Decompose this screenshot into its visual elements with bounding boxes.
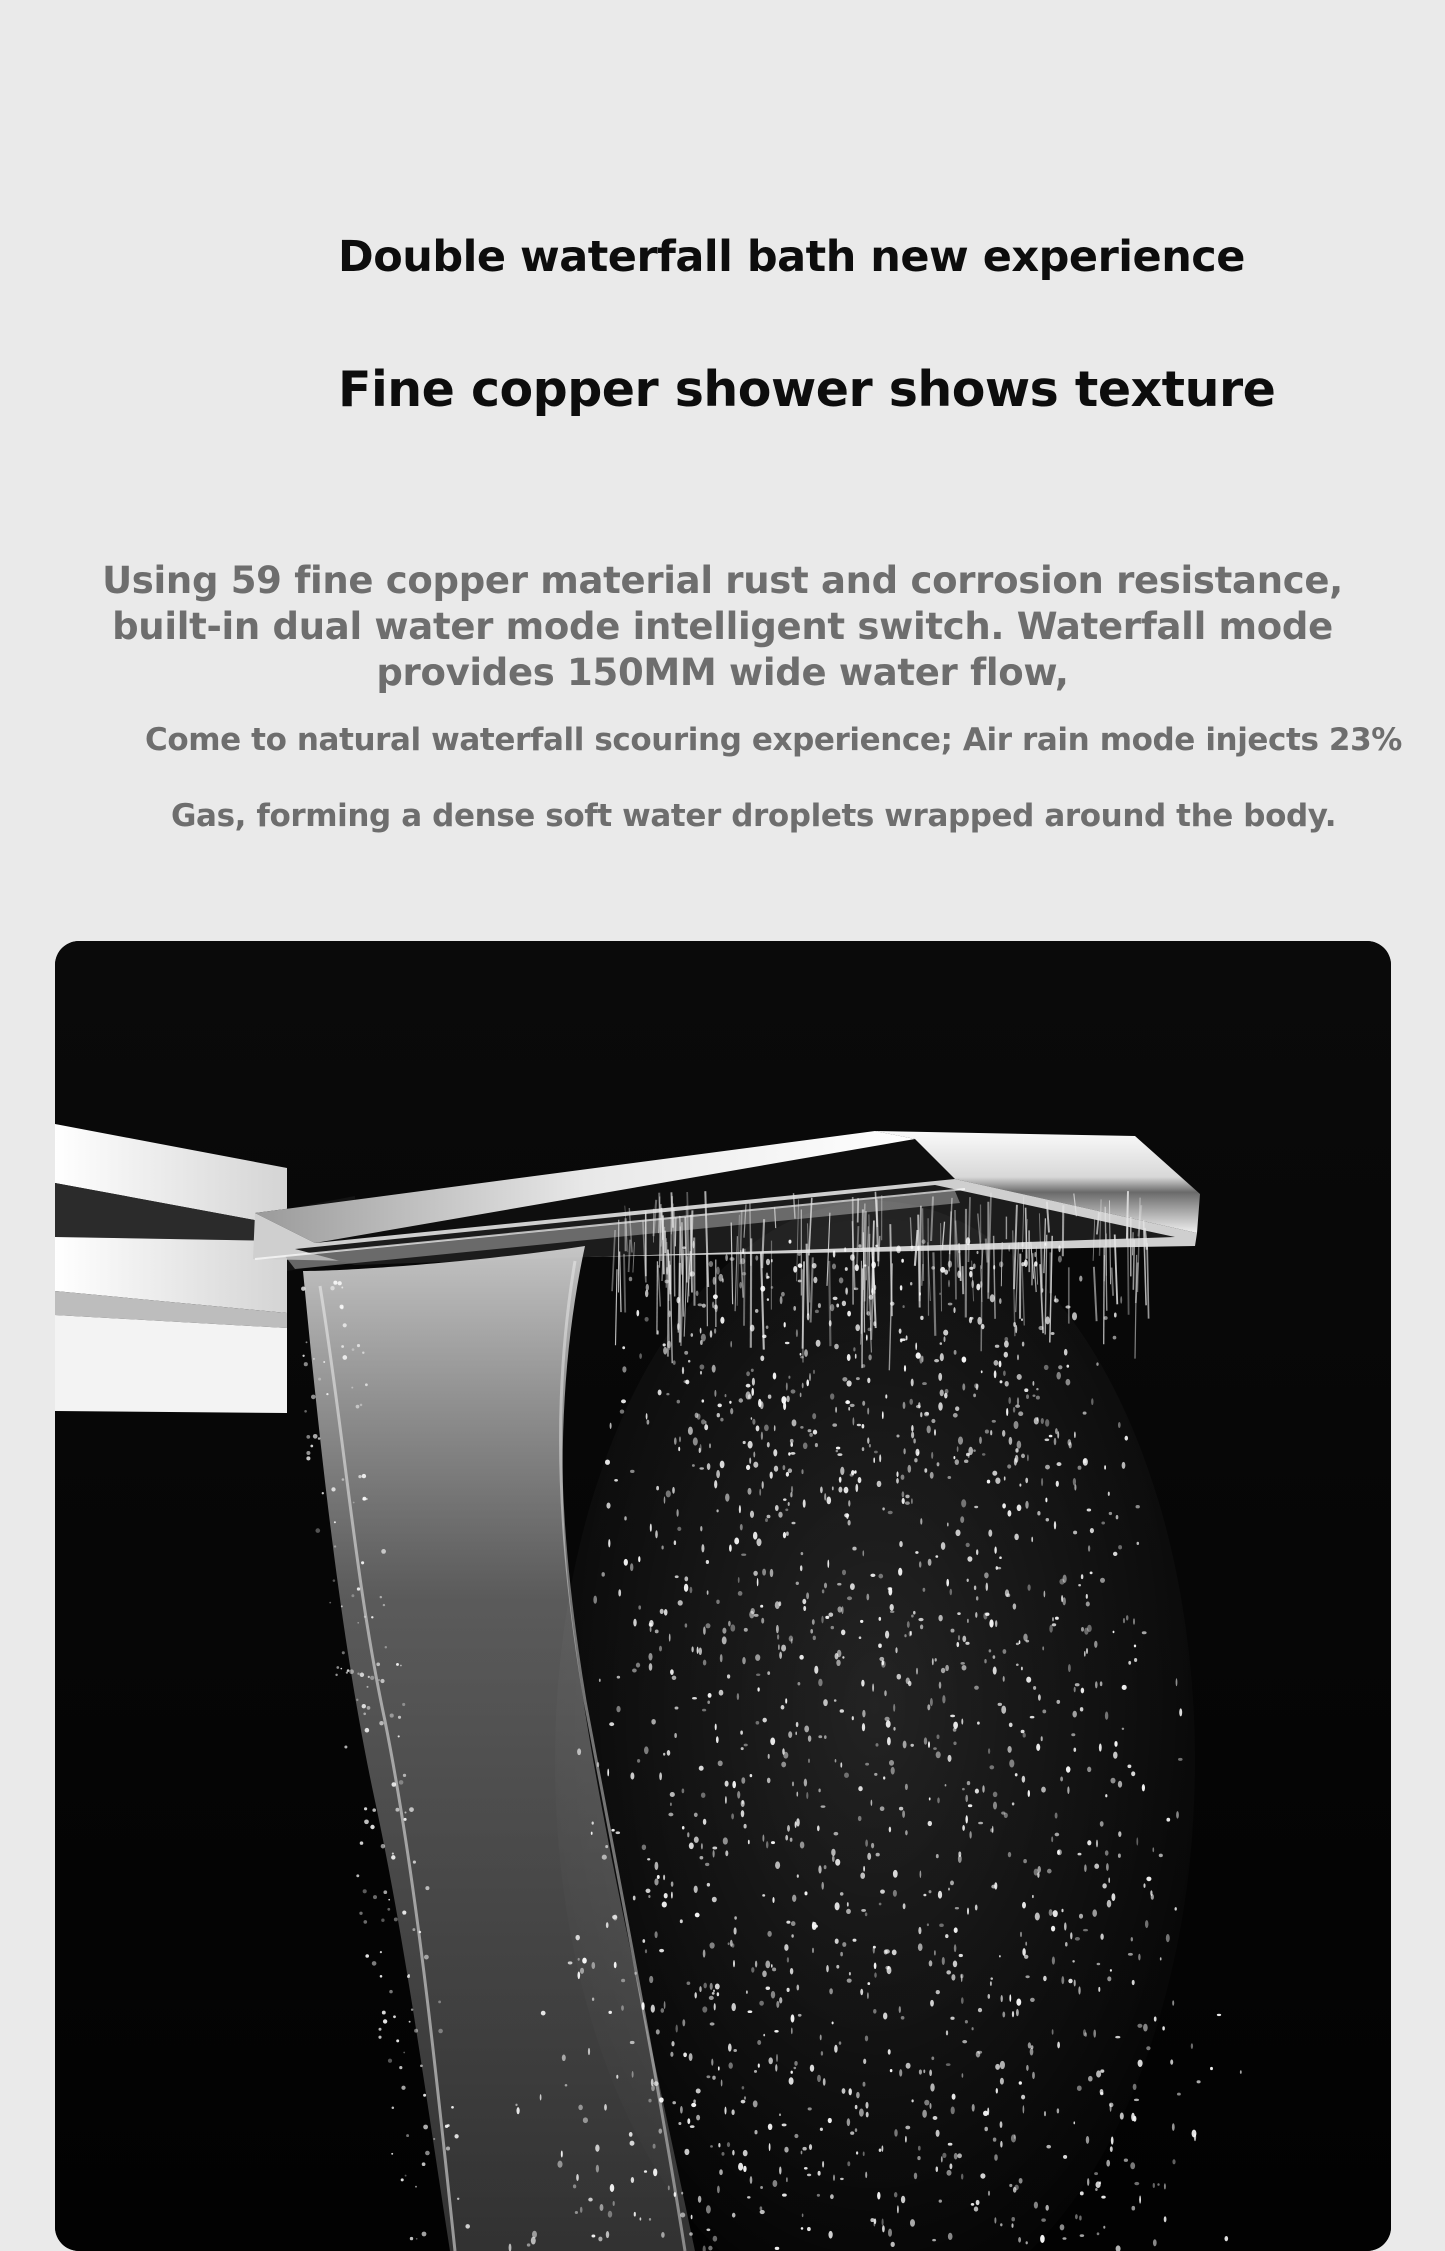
description-line-2: Come to natural waterfall scouring experience; Air rain mode injects 23% — [145, 722, 1402, 758]
shower-head-illustration — [55, 941, 1391, 2251]
product-photo — [55, 941, 1391, 2251]
headline-title: Double waterfall bath new experience — [338, 232, 1245, 282]
description-paragraph: Using 59 fine copper material rust and corrosion resistance, built-in dual water mode intelligent switch. Waterfall mode provides 150MM wide water flow, — [80, 558, 1365, 696]
description-line-3: Gas, forming a dense soft water droplets wrapped around the body. — [171, 798, 1336, 834]
headline-subtitle: Fine copper shower shows texture — [338, 361, 1275, 418]
